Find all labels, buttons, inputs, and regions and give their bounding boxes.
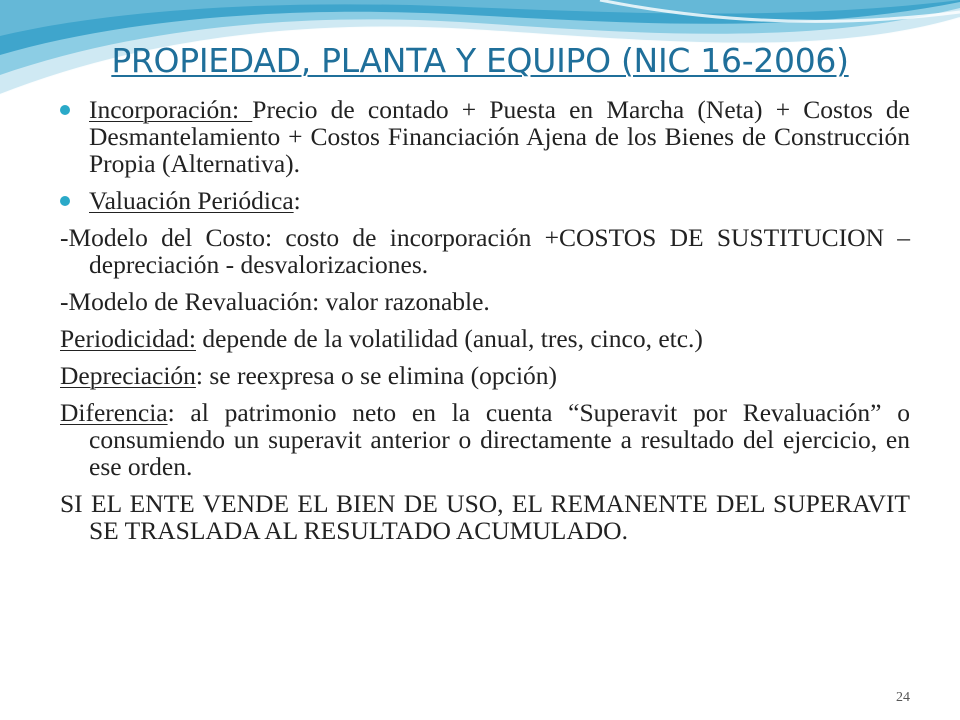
valuacion-label: Valuación Periódica <box>89 186 294 215</box>
incorporacion-text: Precio de contado + Puesta en Marcha (Neta) + Costos de Desmantelamiento + Costos Financiación Ajena de los Bienes de Construcción Propia (Alternativa). <box>89 95 910 178</box>
incorporacion-label: Incorporación: <box>89 95 253 124</box>
paragraph-valuacion <box>60 187 910 214</box>
slide-title: PROPIEDAD, PLANTA Y EQUIPO (NIC 16-2006) <box>111 41 849 80</box>
paragraph-periodicidad <box>60 325 910 352</box>
depreciacion-label: Depreciación <box>60 361 196 390</box>
modelo-revaluacion-text: -Modelo de Revaluación: valor razonable. <box>60 287 490 316</box>
paragraph-modelo-revaluacion <box>60 288 910 315</box>
paragraph-modelo-costo <box>60 224 910 278</box>
bullet-icon <box>60 196 70 206</box>
valuacion-text: : <box>293 186 301 215</box>
slide-body <box>60 96 910 554</box>
bullet-icon <box>60 105 70 115</box>
paragraph-incorporacion <box>60 96 910 177</box>
page-number: 24 <box>896 690 910 705</box>
modelo-costo-text: -Modelo del Costo: costo de incorporación +COSTOS DE SUSTITUCION – depreciación - desvalorizaciones. <box>60 223 910 279</box>
si-el-ente-text: SI EL ENTE VENDE EL BIEN DE USO, EL REMANENTE DEL SUPERAVIT SE TRASLADA AL RESULTADO ACUMULADO. <box>60 489 910 545</box>
diferencia-text: : al patrimonio neto en la cuenta “Superavit por Revaluación” o consumiendo un superavit anterior o directamente a resultado del ejercicio, en ese orden. <box>89 398 910 481</box>
periodicidad-label: Periodicidad: <box>60 324 196 353</box>
diferencia-label: Diferencia <box>60 398 168 427</box>
periodicidad-text: depende de la volatilidad (anual, tres, cinco, etc.) <box>195 324 703 353</box>
paragraph-depreciacion <box>60 362 910 389</box>
paragraph-diferencia <box>60 399 910 480</box>
depreciacion-text: : se reexpresa o se elimina (opción) <box>195 361 558 390</box>
paragraph-si-el-ente <box>60 490 910 544</box>
